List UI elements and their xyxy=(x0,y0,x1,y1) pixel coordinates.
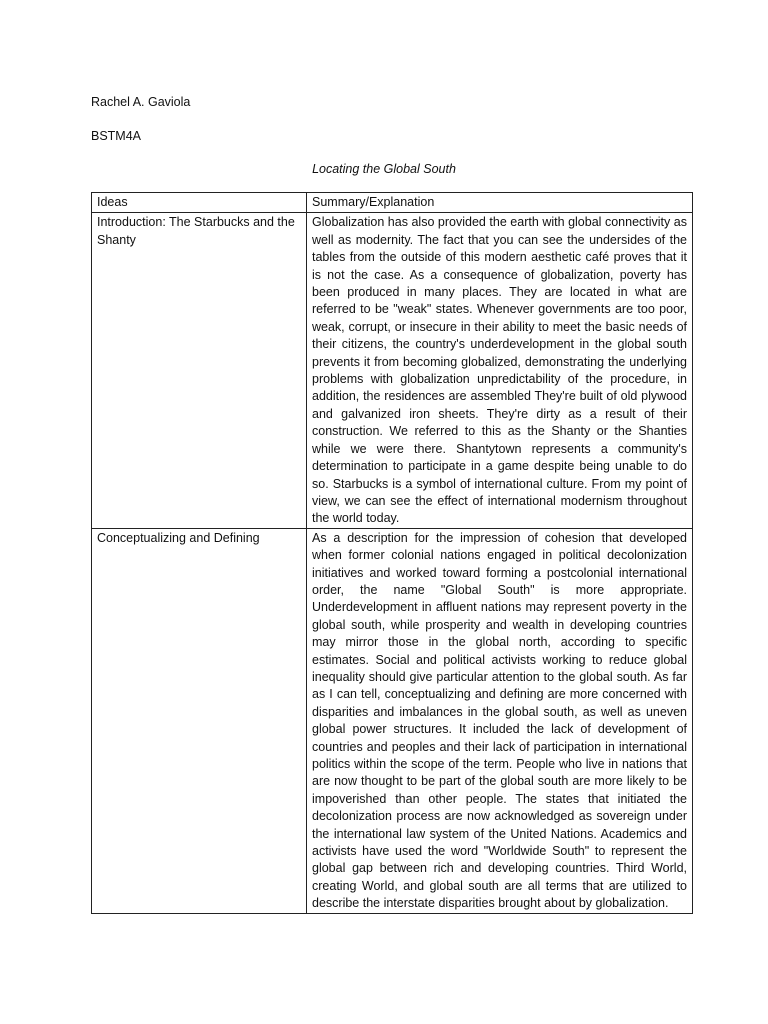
ideas-column-header: Ideas xyxy=(92,193,307,213)
notes-table xyxy=(91,192,693,914)
document-title: Locating the Global South xyxy=(312,162,456,176)
summary-cell: Globalization has also provided the earth with global connectivity as well as modernity. The fact that you can see the undersides of the tables from the outside of this modern aesthetic café proves that it is not the case. As a consequence of globalization, poverty has been produced in many places. They are located in what are referred to be "weak" states. Whenever governments are too poor, weak, corrupt, or insecure in their ability to meet the basic needs of their citizens, the country's underdevelopment in the global south prevents it from becoming globalized, demonstrating the underlying problems with globalization unpredictability of the procedure, in addition, the residences are assembled They're built of old plywood and galvanized iron sheets. They're dirty as a result of their construction. We referred to this as the Shanty or the Shanties while we were there. Shantytown represents a community's determination to participate in a game despite being unable to do so. Starbucks is a symbol of international culture. From my point of view, we can see the effect of international modernism throughout the world today. xyxy=(307,213,693,528)
idea-cell: Conceptualizing and Defining xyxy=(92,528,307,913)
table-header-row xyxy=(92,193,693,213)
table-row xyxy=(92,213,693,528)
author-name: Rachel A. Gaviola xyxy=(91,95,191,109)
table-row xyxy=(92,528,693,913)
summary-column-header: Summary/Explanation xyxy=(307,193,693,213)
idea-cell: Introduction: The Starbucks and the Shanty xyxy=(92,213,307,528)
summary-cell: As a description for the impression of cohesion that developed when former colonial nations engaged in political decolonization initiatives and worked toward forming a postcolonial international order, the name "Global South" is more appropriate. Underdevelopment in affluent nations may represent poverty in the global south, while prosperity and wealth in developing countries may mirror those in the global north, according to specific estimates. Social and political activists working to reduce global inequality should give particular attention to the global south. As far as I can tell, conceptualizing and defining are more concerned with disparities and imbalances in the global south, as well as uneven global power structures. It included the lack of development of countries and peoples and their lack of participation in international politics within the scope of the term. People who live in nations that are now thought to be part of the global south are more likely to be impoverished than other people. The states that initiated the decolonization process are now acknowledged as sovereign under the international law system of the United Nations. Academics and activists have used the word "Worldwide South" to represent the global gap between rich and developing countries. Third World, creating World, and global south are all terms that are utilized to describe the interstate disparities brought about by globalization. xyxy=(307,528,693,913)
course-code: BSTM4A xyxy=(91,129,142,143)
